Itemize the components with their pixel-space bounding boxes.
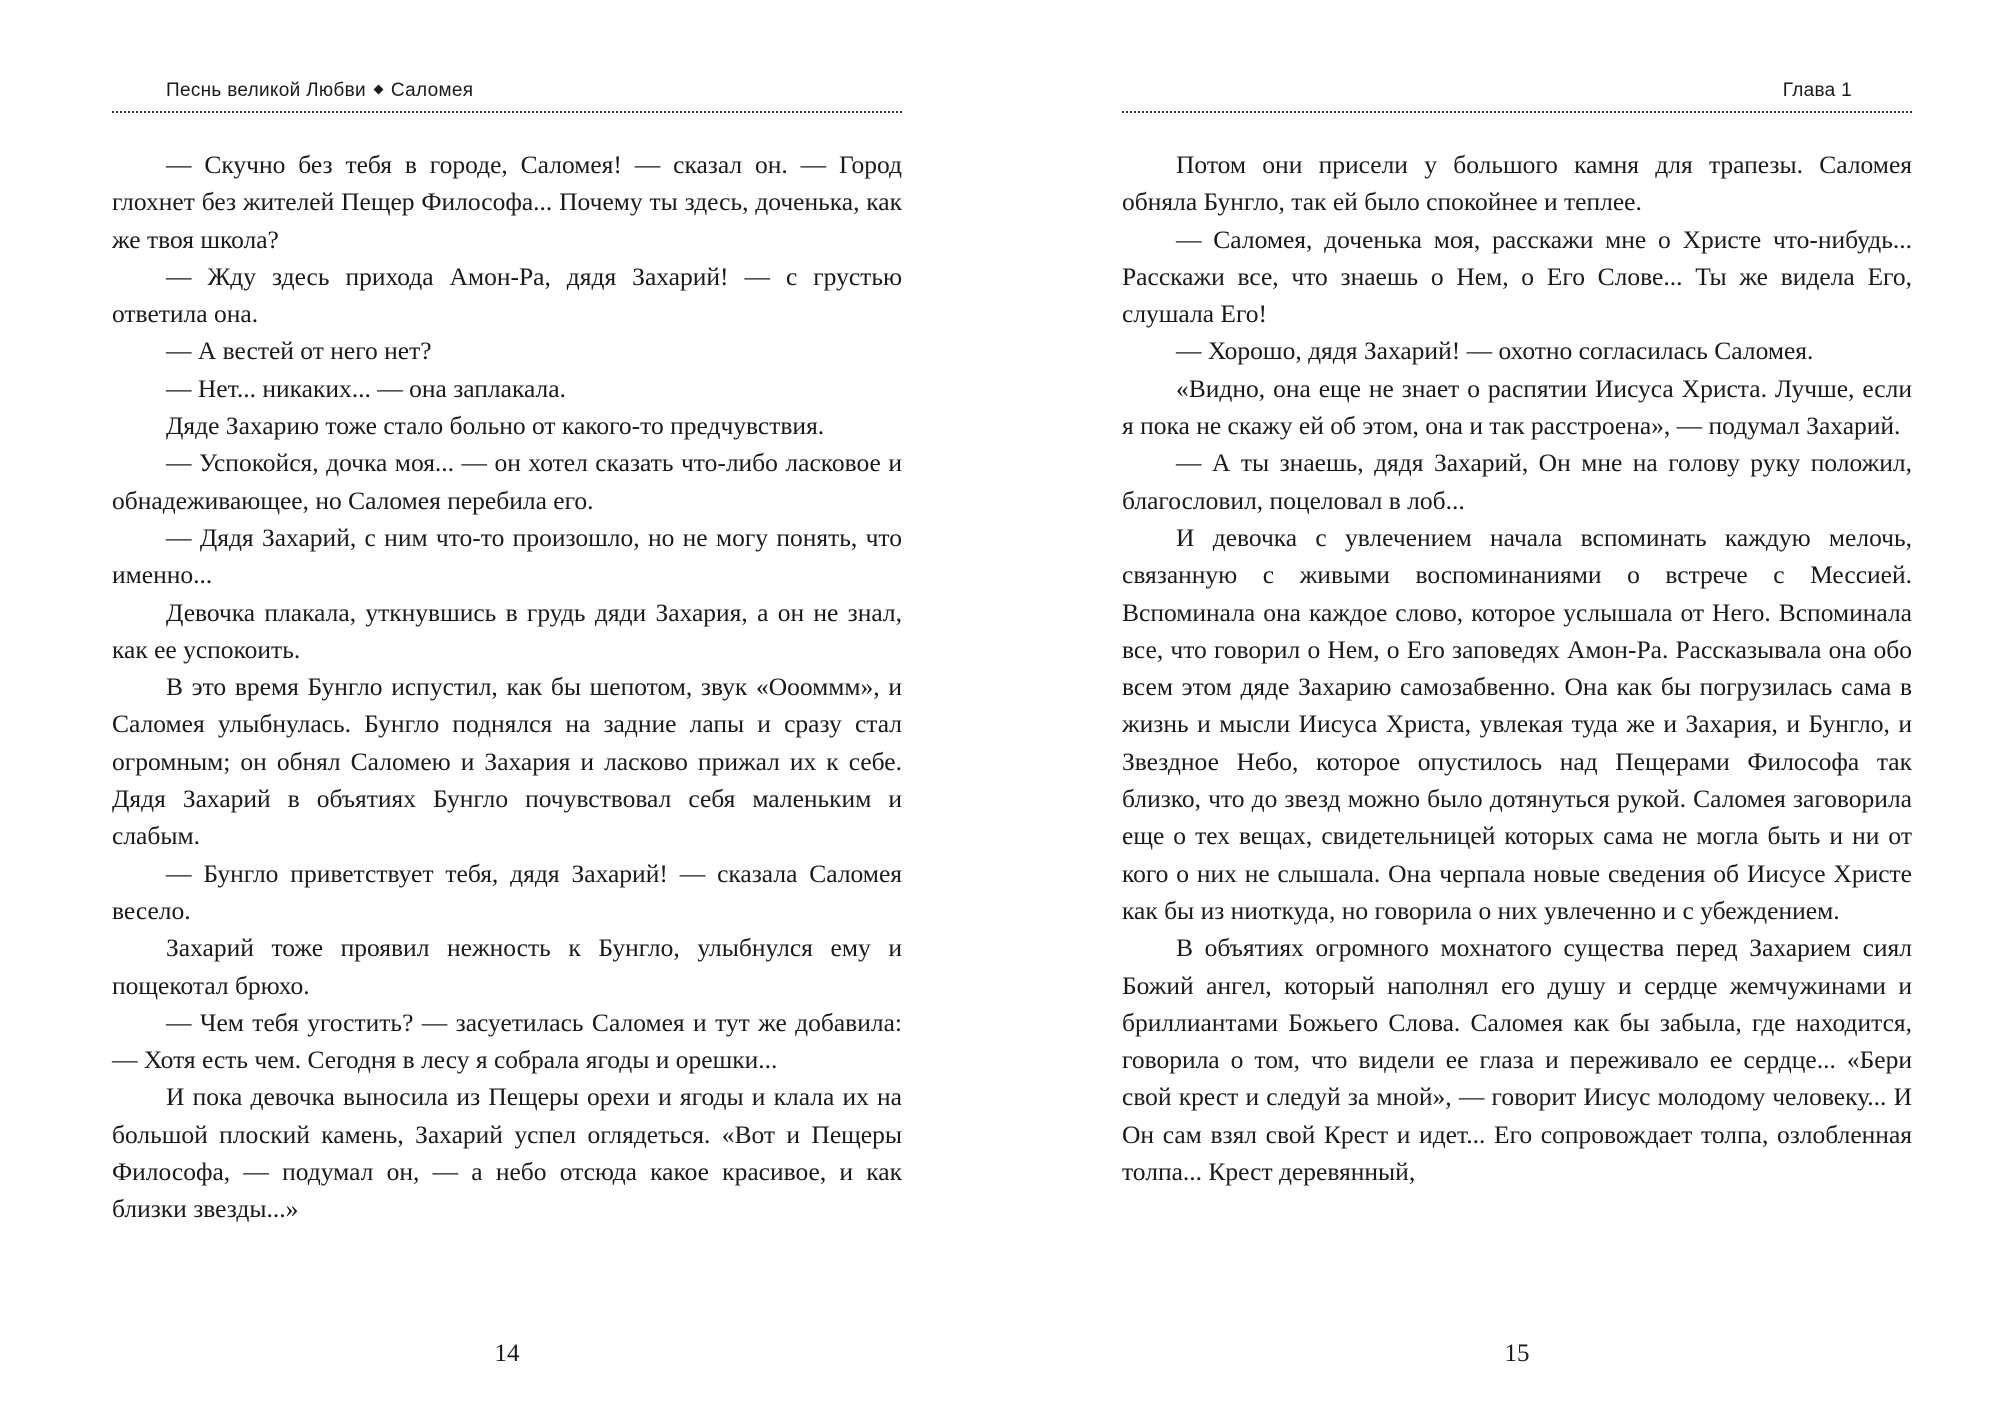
book-title: Песнь великой Любви — [166, 80, 366, 101]
right-body-text — [1122, 146, 1912, 1190]
paragraph: — Хорошо, дядя Захарий! — охотно согласилась Саломея. — [1176, 336, 1814, 366]
diamond-separator-icon — [373, 85, 383, 95]
paragraph: Дяде Захарию тоже стало больно от какого-то предчувствия. — [166, 411, 825, 441]
paragraph: — Дядя Захарий, с ним что-то произошло, но не могу понять, что именно... — [112, 522, 902, 590]
paragraph: В объятиях огромного мохнатого существа перед Захарием сиял Божий ангел, который наполнял его душу и сердце жемчужинами и бриллиантами Божьего Слова. Саломея как бы забыла, где находится, говорила о том, что видели ее глаза и переживало ее сердце... «Бери свой крест и следуй за мной», — говорит Иисус молодому человеку... И Он сам взял свой Крест и идет... Его сопровождает толпа, озлобленная толпа... Крест деревянный, — [1122, 933, 1912, 1187]
paragraph: Захарий тоже проявил нежность к Бунгло, улыбнулся ему и пощекотал брюхо. — [112, 933, 902, 1000]
paragraph: — Саломея, доченька моя, расскажи мне о Христе что-нибудь... Расскажи все, что знаешь о Нем, о Его Слове... Ты же видела Его, слушала Его! — [1122, 224, 1912, 329]
paragraph: — А вестей от него нет? — [166, 336, 432, 366]
left-running-head — [112, 76, 902, 110]
paragraph: — Бунгло приветствует тебя, дядя Захарий! — сказала Саломея весело. — [112, 858, 902, 925]
paragraph: Потом они присели у большого камня для трапезы. Саломея обняла Бунгло, так ей было спокойнее и теплее. — [1122, 150, 1912, 217]
right-page — [1122, 0, 1912, 1423]
paragraph: — Скучно без тебя в городе, Саломея! — сказал он. — Город глохнет без жителей Пещер Философа... Почему ты здесь, доченька, как же твоя школа? — [112, 150, 902, 254]
paragraph: «Видно, она еще не знает о распятии Иисуса Христа. Лучше, если я пока не скажу ей об этом, она и так расстроена», — подумал Захарий. — [1122, 373, 1912, 441]
paragraph: — Нет... никаких... — она заплакала. — [166, 373, 566, 403]
paragraph: В это время Бунгло испустил, как бы шепотом, звук «Оооммм», и Саломея улыбнулась. Бунгло поднялся на задние лапы и сразу стал огромным; он обнял Саломею и Захария и ласково прижал их к себе. Дядя Захарий в объятиях Бунгло почувствовал себя маленьким и слабым. — [112, 672, 902, 851]
paragraph: И пока девочка выносила из Пещеры орехи и ягоды и клала их на большой плоский камень, Захарий успел оглядеться. «Вот и Пещеры Философа, — подумал он, — а небо отсюда какое красивое, и как близки звезды...» — [112, 1082, 902, 1224]
section-title: Саломея — [390, 80, 474, 101]
paragraph: — А ты знаешь, дядя Захарий, Он мне на голову руку положил, благословил, поцеловал в лоб... — [1122, 448, 1912, 515]
right-running-head — [1122, 76, 1912, 110]
paragraph: И девочка с увлечением начала вспоминать каждую мелочь, связанную с живыми воспоминаниями о встрече с Мессией. Вспоминала она каждое слово, которое услышала от Него. Вспоминала все, что говорил о Нем, о Его заповедях Амон-Ра. Рассказывала она обо всем этом дяде Захарию самозабвенно. Она как бы погрузилась сама в жизнь и мысли Иисуса Христа, увлекая туда же и Захария, и Бунгло, и Звездное Небо, которое опустилось над Пещерами Философа так близко, что до звезд можно было дотянуться рукой. Саломея заговорила еще о тех вещах, свидетельницей которых сама не могла быть и ни от кого о них не слышала. Она черпала новые сведения об Иисусе Христе как бы из ниоткуда, но говорила о них увлеченно и с убеждением. — [1122, 522, 1912, 925]
paragraph: — Жду здесь прихода Амон-Ра, дядя Захарий! — с грустью ответила она. — [112, 261, 902, 329]
paragraph: — Чем тебя угостить? — засуетилась Саломея и тут же добавила: — Хотя есть чем. Сегодня в лесу я собрала ягоды и орешки... — [112, 1007, 902, 1075]
left-page — [112, 0, 902, 1423]
paragraph: Девочка плакала, уткнувшись в грудь дяди Захария, а он не знал, как ее успокоить. — [112, 597, 902, 664]
left-header-rule — [112, 111, 902, 113]
right-header-rule — [1122, 111, 1912, 113]
chapter-title: Глава 1 — [1782, 80, 1852, 101]
page-number: 14 — [494, 1340, 520, 1367]
running-head-book — [166, 80, 473, 102]
page-number: 15 — [1504, 1340, 1530, 1367]
paragraph: — Успокойся, дочка моя... — он хотел сказать что-либо ласковое и обнадеживающее, но Саломея перебила его. — [112, 448, 902, 515]
left-body-text — [112, 146, 902, 1228]
